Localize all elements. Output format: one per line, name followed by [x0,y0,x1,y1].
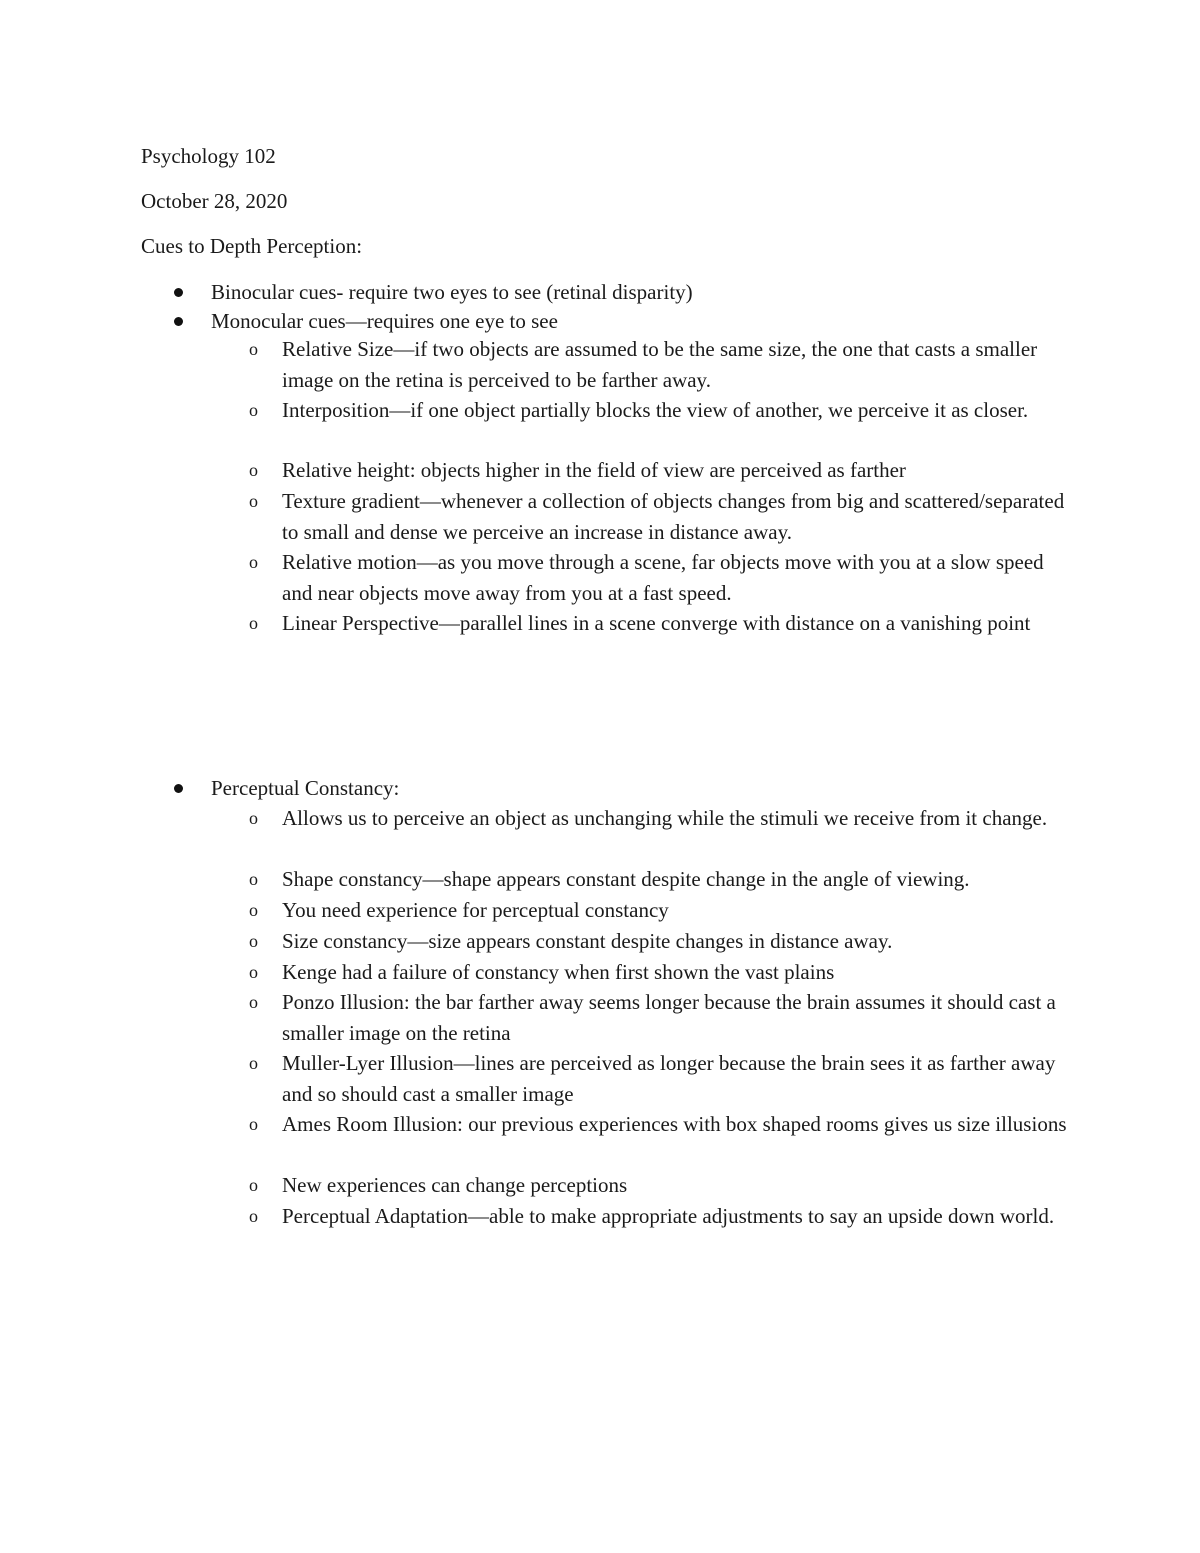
constancy-item [249,1109,1072,1140]
circle-bullet-icon: o [249,613,258,633]
constancy-item [249,1170,1072,1201]
date-line: October 28, 2020 [141,189,288,213]
constancy-item [249,1048,1072,1109]
circle-bullet-icon: o [249,1053,258,1073]
circle-bullet-icon: o [249,400,258,420]
sub-item-text: Size constancy—size appears constant despite changes in distance away. [282,929,893,953]
sub-item-relative-height [249,455,1072,486]
circle-bullet-icon: o [249,992,258,1012]
circle-bullet-icon: o [249,339,258,359]
bullet-text: Monocular cues—requires one eye to see [211,309,558,333]
sub-item-interposition [249,395,1072,426]
circle-bullet-icon: o [249,552,258,572]
circle-bullet-icon: o [249,1206,258,1226]
circle-bullet-icon: o [249,962,258,982]
circle-bullet-icon: o [249,900,258,920]
circle-bullet-icon: o [249,869,258,889]
sub-item-text: New experiences can change perceptions [282,1173,628,1197]
sub-item-text: Interposition—if one object partially blocks the view of another, we perceive it as closer. [282,398,1029,422]
circle-bullet-icon: o [249,1175,258,1195]
bullet-item-binocular [211,277,1071,307]
sub-item-text: Relative height: objects higher in the field of view are perceived as farther [282,458,906,482]
bullet-text: Binocular cues- require two eyes to see (retinal disparity) [211,280,693,304]
constancy-item [249,926,1072,957]
sub-item-text: You need experience for perceptual constancy [282,898,669,922]
circle-bullet-icon: o [249,491,258,511]
course-title: Psychology 102 [141,144,276,168]
constancy-item [249,987,1072,1048]
sub-item-relative-motion [249,547,1072,608]
sub-item-text: Shape constancy—shape appears constant despite change in the angle of viewing. [282,867,970,891]
sub-item-texture-gradient [249,486,1072,547]
bullet-item-monocular [211,306,1071,336]
sub-item-text: Relative Size—if two objects are assumed to be the same size, the one that casts a smaller image on the retina is perceived to be farther away. [282,337,1038,392]
constancy-item [249,803,1072,834]
bullet-dot-icon [174,288,183,297]
bullet-dot-icon [174,784,183,793]
bullet-dot-icon [174,317,183,326]
sub-item-text: Relative motion—as you move through a scene, far objects move with you at a slow speed and near objects move away from you at a fast speed. [282,550,1044,605]
sub-item-text: Ponzo Illusion: the bar farther away seems longer because the brain assumes it should cast a smaller image on the retina [282,990,1056,1045]
sub-item-text: Texture gradient—whenever a collection of objects changes from big and scattered/separated to small and dense we perceive an increase in distance away. [282,489,1065,544]
sub-item-relative-size [249,334,1072,395]
sub-item-text: Perceptual Adaptation—able to make appropriate adjustments to say an upside down world. [282,1204,1055,1228]
sub-item-text: Allows us to perceive an object as unchanging while the stimuli we receive from it change. [282,806,1048,830]
sub-item-linear-perspective [249,608,1072,639]
constancy-item [249,1201,1072,1232]
sub-item-text: Ames Room Illusion: our previous experiences with box shaped rooms gives us size illusions [282,1112,1067,1136]
circle-bullet-icon: o [249,931,258,951]
bullet-item-perceptual-constancy [211,773,1071,803]
constancy-item [249,957,1072,988]
circle-bullet-icon: o [249,808,258,828]
bullet-text: Perceptual Constancy: [211,776,400,800]
sub-item-text: Muller-Lyer Illusion—lines are perceived as longer because the brain sees it as farther away and so should cast a smaller image [282,1051,1056,1106]
circle-bullet-icon: o [249,460,258,480]
constancy-item [249,864,1072,895]
sub-item-text: Kenge had a failure of constancy when first shown the vast plains [282,960,835,984]
circle-bullet-icon: o [249,1114,258,1134]
sub-item-text: Linear Perspective—parallel lines in a scene converge with distance on a vanishing point [282,611,1031,635]
constancy-item [249,895,1072,926]
topic-heading: Cues to Depth Perception: [141,234,363,258]
